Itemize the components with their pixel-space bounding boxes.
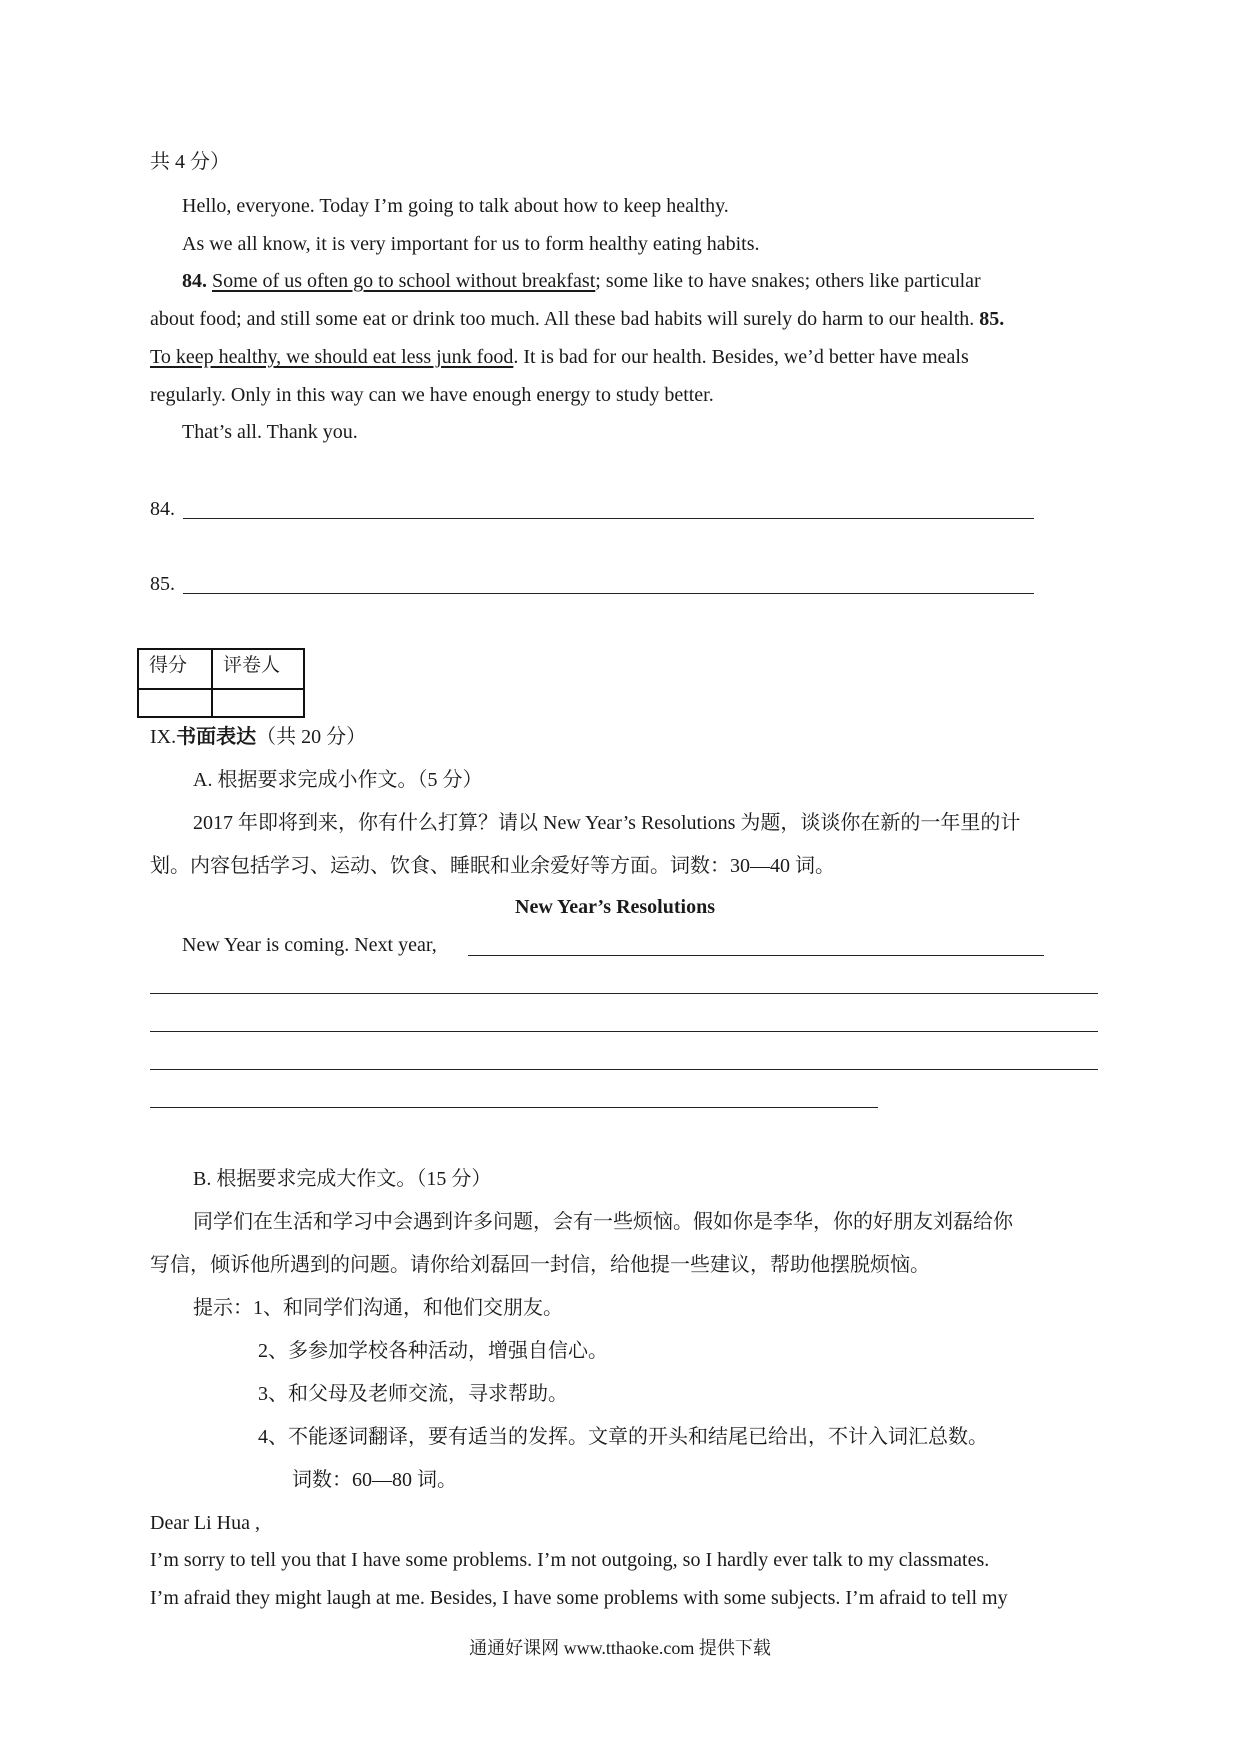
essay-line-1[interactable] — [150, 993, 1098, 994]
task-a-prompt-line1: 2017 年即将到来，你有什么打算？请以 New Year’s Resolutions 为题，谈谈你在新的一年里的计 — [193, 812, 1021, 834]
speech-greeting: Hello, everyone. Today I’m going to talk about how to keep healthy. — [182, 195, 729, 217]
speech-line1-rest: ; some like to have snakes; others like particular — [595, 270, 981, 292]
speech-paragraph-line3 — [150, 344, 969, 370]
underlined-sentence-85: To keep healthy, we should eat less junk food — [150, 346, 514, 368]
section-title-bold: 书面表达 — [176, 726, 257, 748]
question-number-85: 85. — [979, 308, 1005, 330]
letter-line: I’m afraid they might laugh at me. Besides, I have some problems with some subjects. I’m afraid to tell my — [150, 1587, 1008, 1609]
essay-line-3[interactable] — [150, 1069, 1098, 1070]
grader-cell[interactable] — [212, 689, 304, 717]
letter-salutation: Dear Li Hua , — [150, 1512, 260, 1534]
task-b-heading: B. 根据要求完成大作文。（15 分） — [193, 1168, 492, 1190]
task-b-prompt-line2: 写信，倾诉他所遇到的问题。请你给刘磊回一封信，给他提一些建议，帮助他摆脱烦恼。 — [150, 1254, 930, 1276]
essay-line-0[interactable] — [468, 955, 1044, 956]
section-title-suffix: （共 20 分） — [256, 726, 367, 748]
task-a-prompt-line2: 划。内容包括学习、运动、饮食、睡眠和业余爱好等方面。词数：30—40 词。 — [150, 855, 835, 877]
task-a-heading: A. 根据要求完成小作文。（5 分） — [193, 769, 483, 791]
essay-line-2[interactable] — [150, 1031, 1098, 1032]
speech-intro: As we all know, it is very important for us to form healthy eating habits. — [182, 233, 760, 255]
underlined-sentence-84: Some of us often go to school without breakfast — [212, 270, 596, 292]
grader-header: 评卷人 — [212, 649, 304, 689]
speech-line2-text: about food; and still some eat or drink too much. All these bad habits will surely do harm to our health. — [150, 308, 975, 330]
speech-line3-rest: . It is bad for our health. Besides, we’d better have meals — [513, 346, 969, 368]
score-header: 得分 — [138, 649, 212, 689]
speech-paragraph-line2 — [150, 306, 1004, 332]
continued-header: 共 4 分） — [150, 151, 230, 173]
hint-item: 词数：60—80 词。 — [292, 1469, 457, 1491]
speech-closing: That’s all. Thank you. — [182, 421, 358, 443]
hint-item: 2、多参加学校各种活动，增强自信心。 — [258, 1340, 608, 1362]
answer-label-85: 85. — [150, 573, 175, 595]
answer-label-84: 84. — [150, 498, 175, 520]
section-title-prefix: IX. — [150, 726, 177, 748]
answer-line-85[interactable] — [183, 593, 1034, 594]
section-title — [150, 724, 366, 750]
answer-line-84[interactable] — [183, 518, 1034, 519]
speech-paragraph-line4: regularly. Only in this way can we have enough energy to study better. — [150, 384, 714, 406]
hint-item: 提示：1、和同学们沟通，和他们交朋友。 — [193, 1297, 563, 1319]
page-footer: 通通好课网 www.tthaoke.com 提供下载 — [469, 1638, 771, 1658]
task-b-prompt-line1: 同学们在生活和学习中会遇到许多问题，会有一些烦恼。假如你是李华，你的好朋友刘磊给你 — [193, 1211, 1013, 1233]
letter-line: I’m sorry to tell you that I have some problems. I’m not outgoing, so I hardly ever talk to my classmates. — [150, 1549, 990, 1571]
score-table — [137, 648, 305, 718]
essay-line-4[interactable] — [150, 1107, 878, 1108]
hint-item: 4、不能逐词翻译，要有适当的发挥。文章的开头和结尾已给出，不计入词汇总数。 — [258, 1426, 988, 1448]
essay-start: New Year is coming. Next year, — [182, 934, 437, 956]
hint-item: 3、和父母及老师交流，寻求帮助。 — [258, 1383, 568, 1405]
speech-paragraph-line1 — [182, 268, 981, 294]
question-number-84: 84. — [182, 270, 207, 292]
essay-title: New Year’s Resolutions — [515, 896, 715, 918]
score-cell[interactable] — [138, 689, 212, 717]
